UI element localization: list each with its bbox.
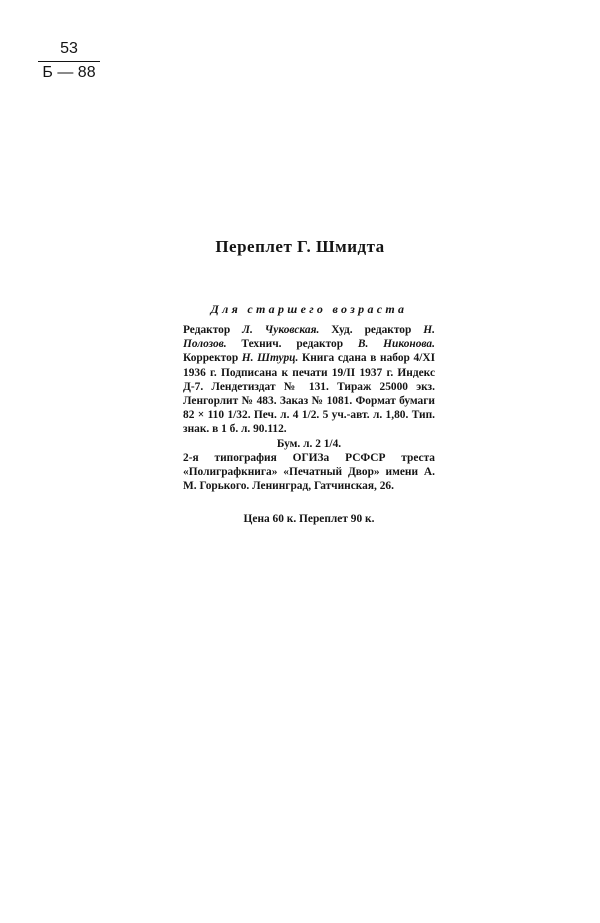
editor-name: Л. Чуковская. xyxy=(242,324,320,336)
printer-info: 2-я типография ОГИЗа РСФСР треста «Полиграфкнига» «Печатный Двор» имени А. М. Горького. Ленинград, Гатчинская, 26. xyxy=(183,451,435,493)
paper-sheets: Бум. л. 2 1/4. xyxy=(276,437,342,450)
editorial-credits xyxy=(183,323,435,437)
classification-number: 53 xyxy=(60,40,78,57)
production-details: Книга сдана в набор 4/XI 1936 г. Подписана к печати 19/II 1937 г. Индекс Д-7. Лендетиздат № 131. Тираж 25000 экз. Ленгорлит № 483. Заказ № 1081. Формат бумаги 82 × 110 1/32. Печ. л. 4 1/2. 5 уч.-авт. л. 1,80. Тип. знак. в 1 б. л. 90.112. xyxy=(183,352,436,436)
art-editor-name: Н. Полозов. xyxy=(183,324,435,351)
tech-editor-label: Технич. редактор xyxy=(241,338,344,351)
proofreader-label: Корректор xyxy=(183,352,239,365)
binding-credit: Переплет Г. Шмидта xyxy=(215,237,385,256)
imprint-block xyxy=(183,323,435,493)
price-line: Цена 60 к. Переплет 90 к. xyxy=(243,513,375,525)
author-mark: Б — 88 xyxy=(42,64,96,81)
art-editor-label: Худ. редактор xyxy=(331,324,412,336)
age-group-label: Для старшего возраста xyxy=(210,302,408,316)
editor-label: Редактор xyxy=(183,324,231,336)
classification-divider xyxy=(38,61,100,62)
library-classification xyxy=(38,40,100,82)
proofreader-name: Н. Штурц. xyxy=(241,352,299,365)
tech-editor-name: В. Никонова. xyxy=(357,338,435,351)
